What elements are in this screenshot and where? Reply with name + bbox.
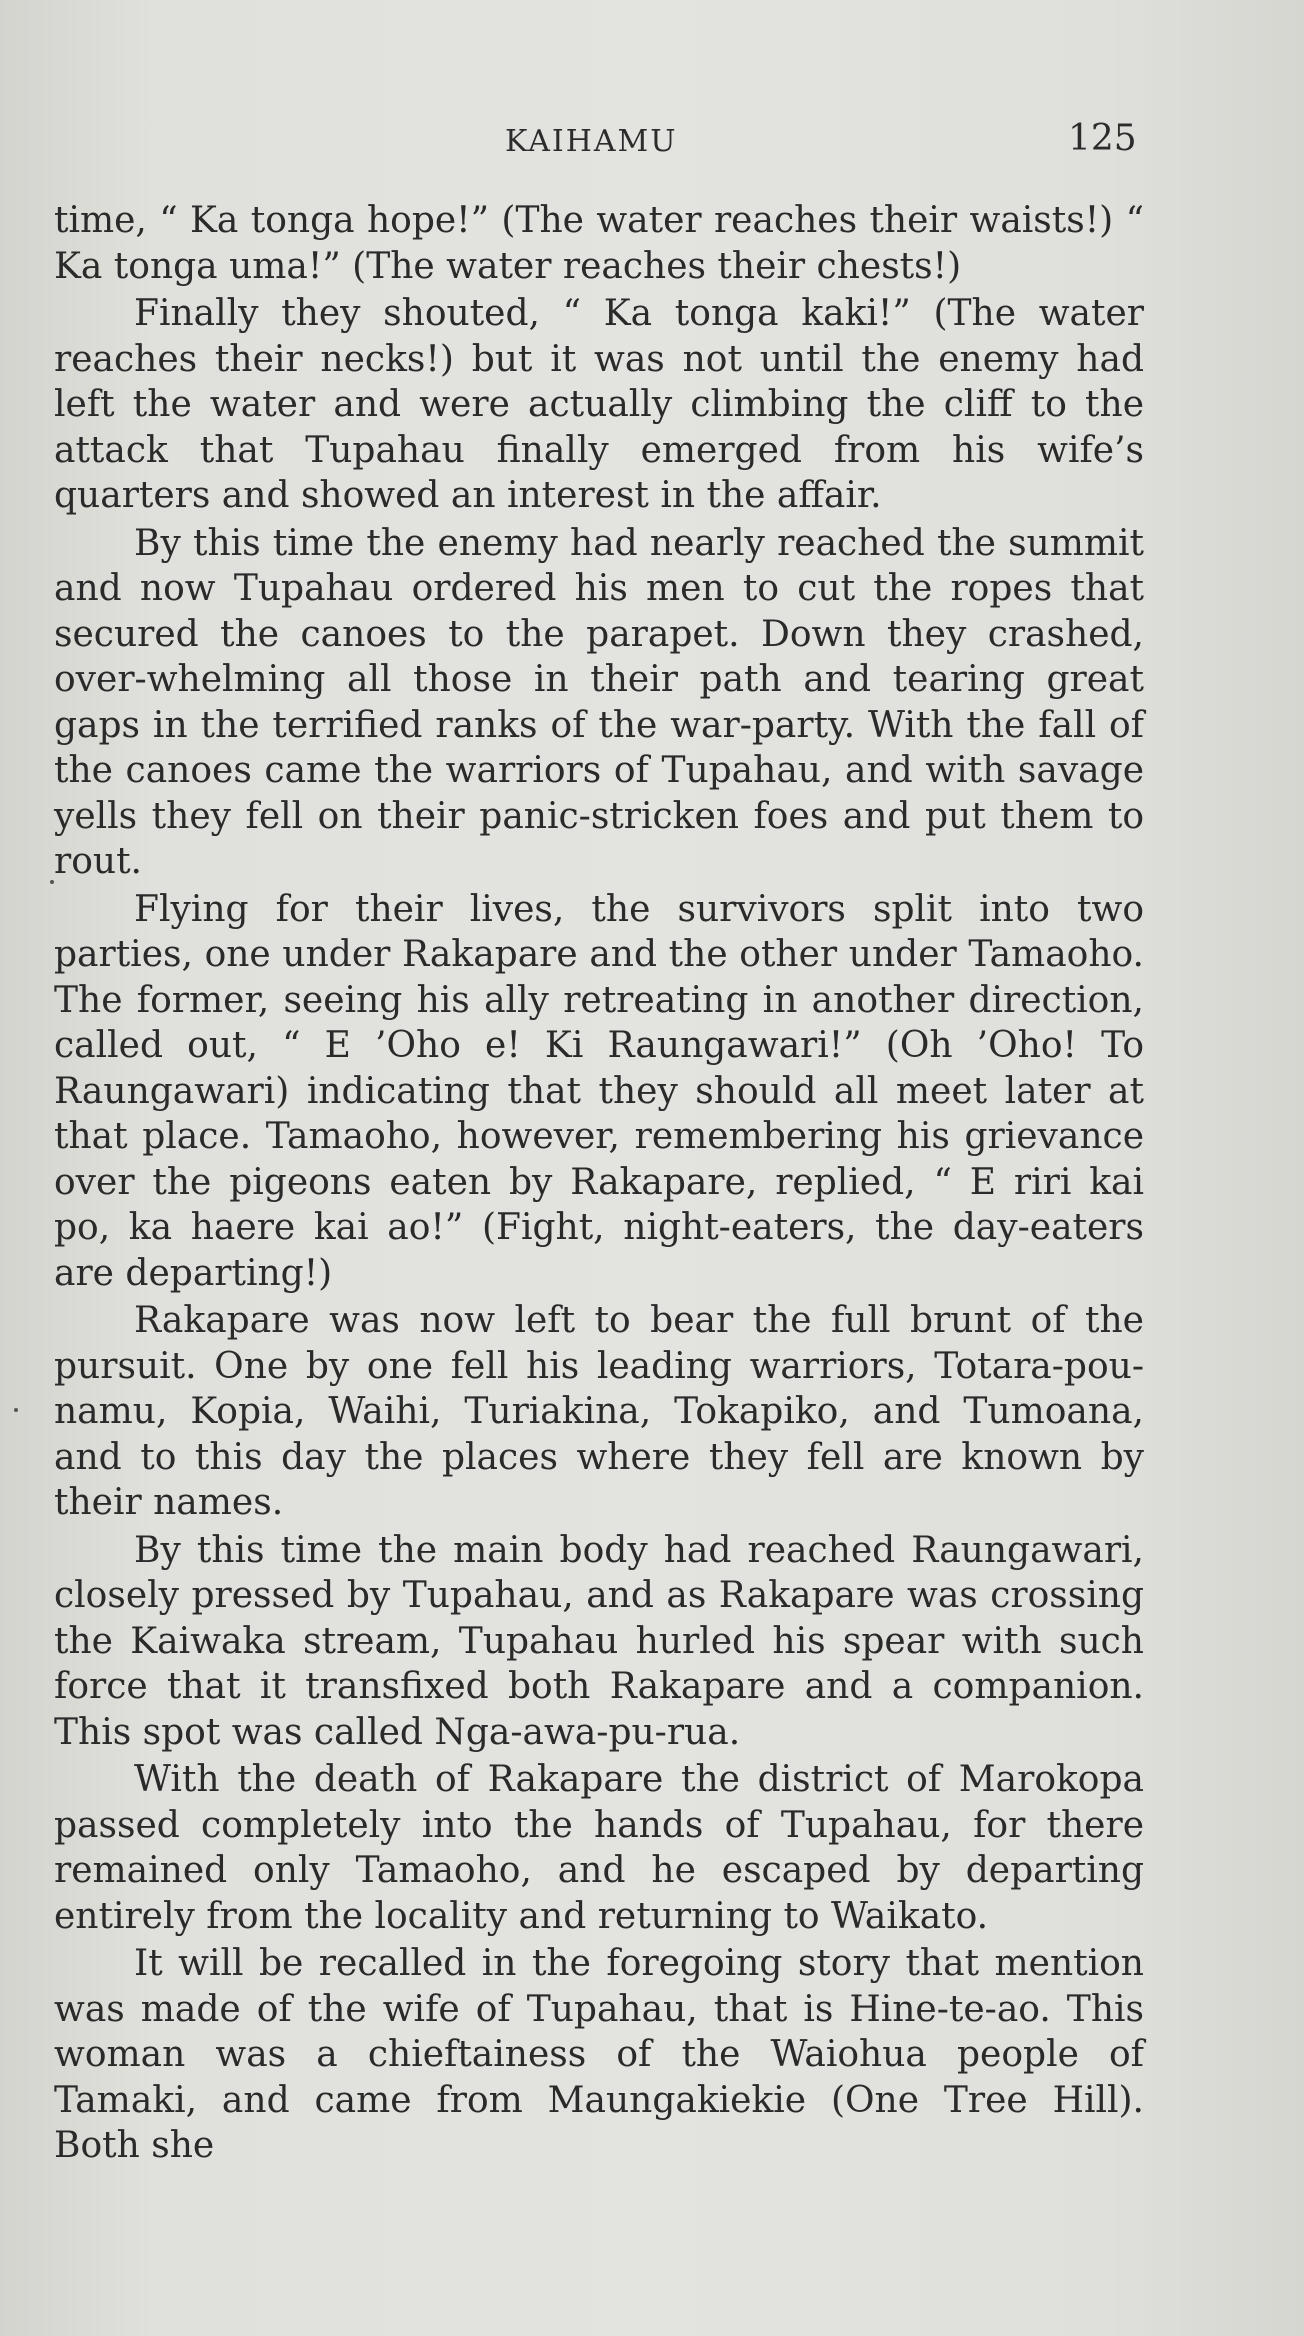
paper-speck	[50, 880, 54, 884]
paragraph: It will be recalled in the foregoing story that mention was made of the wife of Tupahau, that is Hine-te-ao. This woman was a chieftainess of the Waiohua people of Tamaki, and came from Maungakiekie (One Tree Hill). Both she	[54, 1943, 1144, 2166]
paper-speck	[14, 1408, 18, 1412]
paragraph: Rakapare was now left to bear the full brunt of the pursuit. One by one fell his leading warriors, Totara-pou-namu, Kopia, Waihi, Turiakina, Tokapiko, and Tumoana, and to this day the places where they fell are known by their names.	[54, 1300, 1144, 1523]
paragraph: Finally they shouted, “ Ka tonga kaki!” (The water reaches their necks!) but it was not until the enemy had left the water and were actually climbing the cliff to the attack that Tupahau finally emerged from his wife’s quarters and showed an interest in the affair.	[54, 293, 1144, 516]
paragraph: By this time the enemy had nearly reached the summit and now Tupahau ordered his men to cut the ropes that secured the canoes to the parapet. Down they crashed, over-whelming all those in their path and tearing great gaps in the terrified ranks of the war-party. With the fall of the canoes came the warriors of Tupahau, and with savage yells they fell on their panic-stricken foes and put them to rout.	[54, 522, 1144, 882]
body-text	[54, 198, 1144, 2169]
page-number: 125	[1068, 118, 1137, 159]
running-head: KAIHAMU	[505, 124, 678, 159]
page-header	[0, 118, 1304, 168]
paragraph: time, “ Ka tonga hope!” (The water reaches their waists!) “ Ka tonga uma!” (The water reaches their chests!)	[54, 200, 1144, 287]
paragraph: By this time the main body had reached Raungawari, closely pressed by Tupahau, and as Rakapare was crossing the Kaiwaka stream, Tupahau hurled his spear with such force that it transfixed both Rakapare and a companion. This spot was called Nga-awa-pu-rua.	[54, 1529, 1144, 1753]
paragraph: With the death of Rakapare the district of Marokopa passed completely into the hands of Tupahau, for there remained only Tamaoho, and he escaped by departing entirely from the locality and returning to Waikato.	[54, 1759, 1144, 1937]
paragraph: Flying for their lives, the survivors split into two parties, one under Rakapare and the other under Tamaoho. The former, seeing his ally retreating in another direction, called out, “ E ’Oho e! Ki Raungawari!” (Oh ’Oho! To Raungawari) indicating that they should all meet later at that place. Tamaoho, however, remembering his grievance over the pigeons eaten by Rakapare, replied, “ E riri kai po, ka haere kai ao!” (Fight, night-eaters, the day-eaters are departing!)	[54, 888, 1144, 1294]
